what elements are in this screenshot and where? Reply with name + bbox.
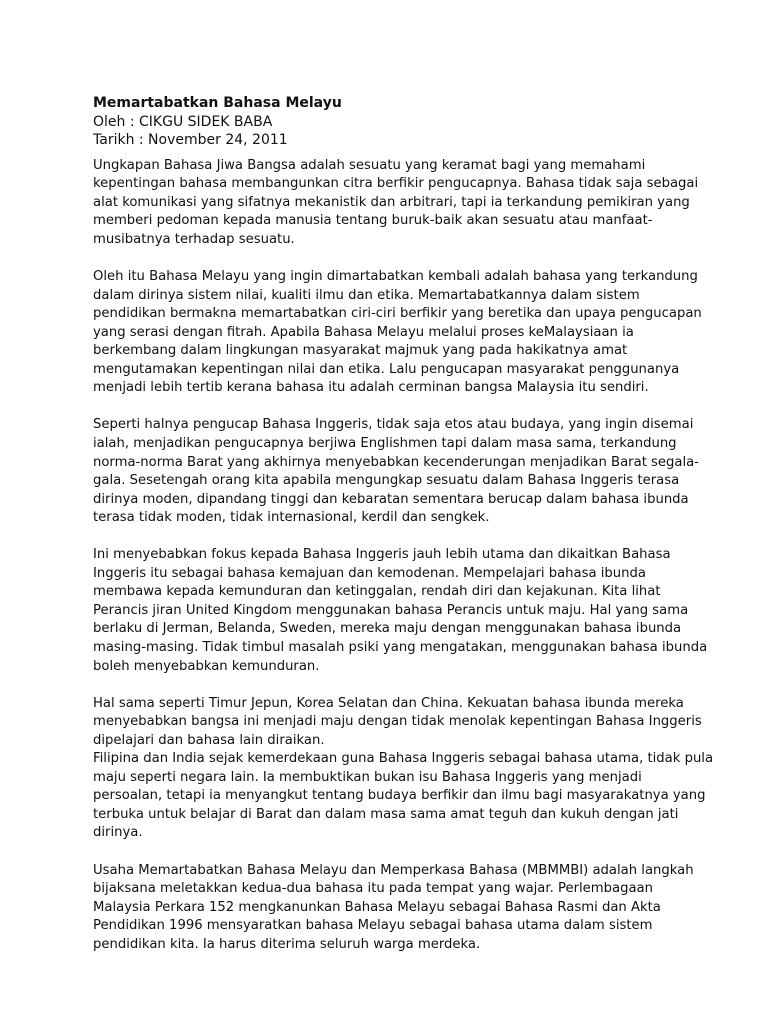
article-paragraph xyxy=(93,546,708,676)
paragraph-line: berkembang dalam lingkungan masyarakat majmuk yang pada hakikatnya amat xyxy=(93,343,628,359)
paragraph-line: persoalan, tetapi ia menyangkut tentang budaya berfikir dan ilmu bagi masyarakatnya yang xyxy=(93,788,706,804)
paragraph-line: Inggeris itu sebagai bahasa kemajuan dan kemodenan. Mempelajari bahasa ibunda xyxy=(93,565,646,581)
paragraph-line: dipelajari dan bahasa lain diraikan. xyxy=(93,732,325,748)
paragraph-line: terasa tidak moden, tidak internasional, kerdil dan sengkek. xyxy=(93,510,490,526)
paragraph-line: ialah, menjadikan pengucapnya berjiwa Englishmen tapi dalam masa sama, terkandung xyxy=(93,435,677,451)
paragraph-line: pendidikan bermakna memartabatkan ciri-ciri berfikir yang beretika dan upaya pengucapan xyxy=(93,306,702,322)
article-paragraph xyxy=(93,695,702,751)
paragraph-line: Pendidikan 1996 mensyaratkan bahasa Melayu sebagai bahasa utama dalam sistem xyxy=(93,918,653,934)
paragraph-line: kepentingan bahasa membangunkan citra berfikir pengucapnya. Bahasa tidak saja sebagai xyxy=(93,176,699,192)
paragraph-line: Ini menyebabkan fokus kepada Bahasa Inggeris jauh lebih utama dan dikaitkan Bahasa xyxy=(93,547,671,563)
paragraph-line: yang serasi dengan fitrah. Apabila Bahasa Melayu melalui proses keMalaysiaan ia xyxy=(93,324,634,340)
paragraph-line: membawa kepada kemunduran dan ketinggalan, rendah diri dan kejakunan. Kita lihat xyxy=(93,584,661,600)
article-body xyxy=(93,157,714,955)
paragraph-line: masing-masing. Tidak timbul masalah psiki yang mengatakan, menggunakan bahasa ibunda xyxy=(93,640,708,655)
article-header xyxy=(93,94,688,150)
paragraph-line: dirinya. xyxy=(93,825,143,841)
paragraph-line: Filipina dan India sejak kemerdekaan guna Bahasa Inggeris sebagai bahasa utama, tidak pula xyxy=(93,751,714,767)
paragraph-line: Ungkapan Bahasa Jiwa Bangsa adalah sesuatu yang keramat bagi yang memahami xyxy=(93,157,646,173)
article-date: Tarikh : November 24, 2011 xyxy=(93,132,288,149)
article-paragraph xyxy=(93,750,714,843)
paragraph-line: memberi pedoman kepada manusia tentang buruk-baik akan sesuatu atau manfaat- xyxy=(93,213,653,229)
article-author: Oleh : CIKGU SIDEK BABA xyxy=(93,113,273,130)
paragraph-line: menjadi lebih tertib kerana bahasa itu adalah cerminan bangsa Malaysia itu sendiri. xyxy=(93,380,649,396)
paragraph-line: Hal sama seperti Timur Jepun, Korea Selatan dan China. Kekuatan bahasa ibunda mereka xyxy=(93,695,684,711)
paragraph-line: mengutamakan kepentingan nilai dan etika. Lalu pengucapan masyarakat penggunanya xyxy=(93,361,680,377)
paragraph-line: alat komunikasi yang sifatnya mekanistik dan arbitrari, tapi ia terkandung pemikiran yang xyxy=(93,194,690,210)
paragraph-line: norma-norma Barat yang akhirnya menyebabkan kecenderungan menjadikan Barat segala- xyxy=(93,454,699,470)
paragraph-line: Oleh itu Bahasa Melayu yang ingin dimartabatkan kembali adalah bahasa yang terkandung xyxy=(93,269,698,285)
document-page xyxy=(93,94,714,973)
paragraph-line: gala. Sesetengah orang kita apabila mengungkap sesuatu dalam Bahasa Inggeris terasa xyxy=(93,473,680,489)
paragraph-line: dalam dirinya sistem nilai, kualiti ilmu dan etika. Memartabatkannya dalam sistem xyxy=(93,287,640,303)
paragraph-line: Seperti halnya pengucap Bahasa Inggeris, tidak saja etos atau budaya, yang ingin disemai xyxy=(93,417,694,433)
paragraph-line: Malaysia Perkara 152 mengkanunkan Bahasa Melayu sebagai Bahasa Rasmi dan Akta xyxy=(93,899,661,915)
paragraph-line: pendidikan kita. Ia harus diterima seluruh warga merdeka. xyxy=(93,936,481,952)
paragraph-line: boleh menyebabkan kemunduran. xyxy=(93,658,320,674)
paragraph-line: terbuka untuk belajar di Barat dan dalam masa sama amat teguh dan kukuh dengan jati xyxy=(93,806,679,822)
paragraph-line: berlaku di Jerman, Belanda, Sweden, mereka maju dengan menggunakan bahasa ibunda xyxy=(93,621,682,637)
article-paragraph xyxy=(93,416,699,527)
paragraph-line: bijaksana meletakkan kedua-dua bahasa itu pada tempat yang wajar. Perlembagaan xyxy=(93,881,653,897)
paragraph-line: dirinya moden, dipandang tinggi dan kebaratan sementara berucap dalam bahasa ibunda xyxy=(93,491,689,507)
paragraph-line: musibatnya terhadap sesuatu. xyxy=(93,231,295,247)
article-paragraph xyxy=(93,268,702,398)
paragraph-line: menyebabkan bangsa ini menjadi maju dengan tidak menolak kepentingan Bahasa Inggeris xyxy=(93,714,702,730)
article-paragraph xyxy=(93,862,694,955)
paragraph-line: Usaha Memartabatkan Bahasa Melayu dan Memperkasa Bahasa (MBMMBI) adalah langkah xyxy=(93,862,694,878)
paragraph-line: Perancis jiran United Kingdom menggunakan bahasa Perancis untuk maju. Hal yang sama xyxy=(93,602,689,618)
article-paragraph xyxy=(93,157,699,250)
paragraph-line: maju seperti negara lain. Ia membuktikan bukan isu Bahasa Inggeris yang menjadi xyxy=(93,769,642,785)
article-title: Memartabatkan Bahasa Melayu xyxy=(93,95,342,111)
